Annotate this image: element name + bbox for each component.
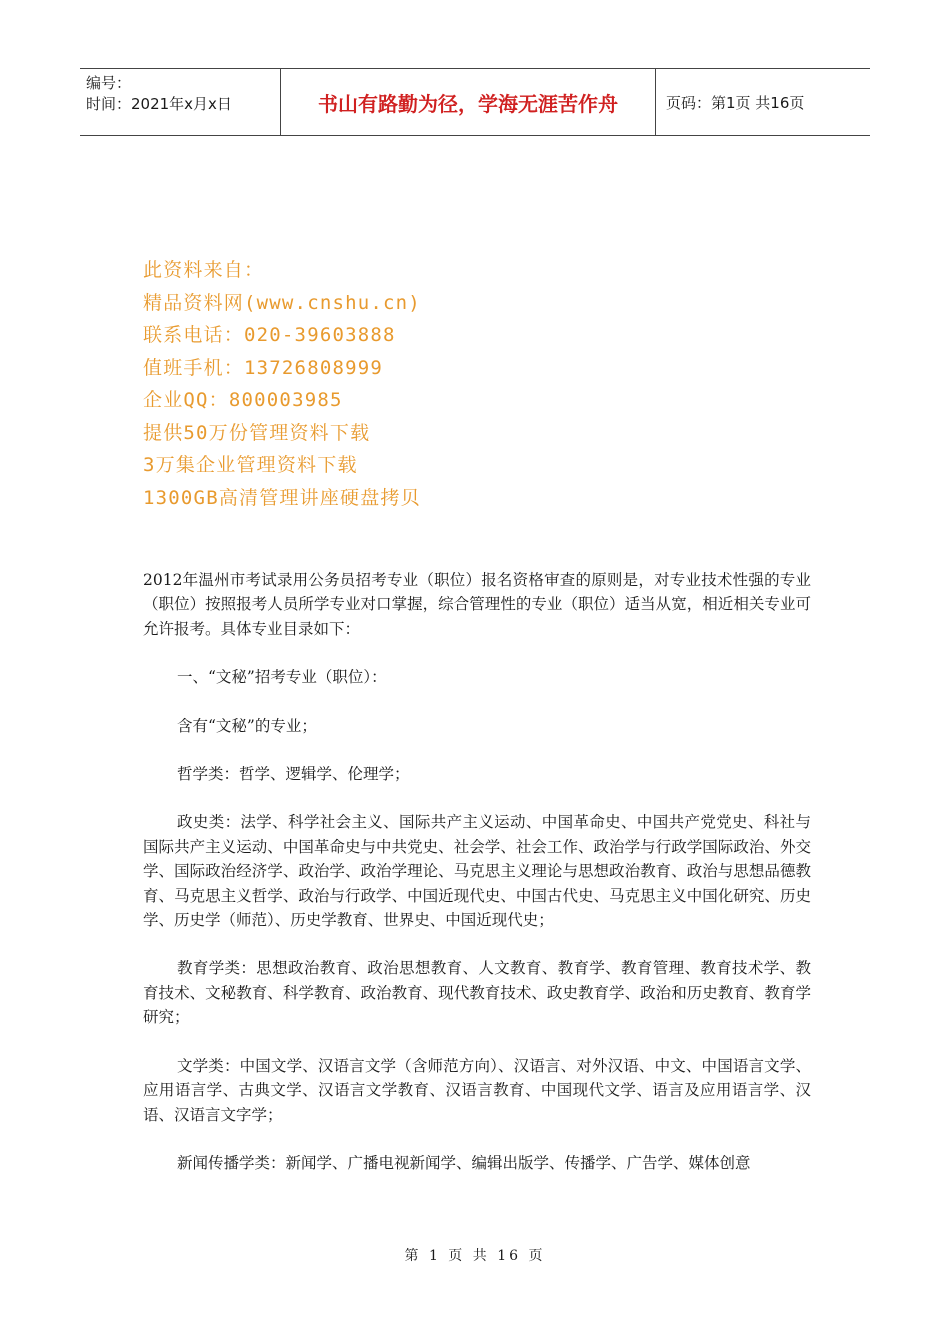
document-body bbox=[143, 568, 811, 1175]
section-heading: 一、“文秘”招考专业（职位）： bbox=[177, 668, 387, 687]
paragraph: 教育学类：思想政治教育、政治思想教育、人文教育、教育学、教育管理、教育技术学、教育技术、文秘教育、科学教育、政治教育、现代教育技术、政史教育学、政治和历史教育、教育学研究； bbox=[143, 959, 811, 1027]
promo-line: 此资料来自： bbox=[143, 259, 265, 281]
page-footer: 第 1 页 共 16 页 bbox=[404, 1248, 546, 1264]
header-page-label: 页码：第1页 共16页 bbox=[666, 93, 805, 112]
page-header bbox=[80, 68, 870, 136]
promo-block bbox=[143, 254, 421, 514]
paragraph: 政史类：法学、科学社会主义、国际共产主义运动、中国革命史、中国共产党党史、科社与国际共产主义运动、中国革命史与中共党史、社会学、社会工作、政治学与行政学国际政治、外交学、国际政治经济学、政治学、政治学理论、马克思主义理论与思想政治教育、政治与思想品德教育、马克思主义哲学、政治与行政学、中国近现代史、中国古代史、马克思主义中国化研究、历史学、历史学（师范）、历史学教育、世界史、中国近现代史； bbox=[143, 813, 811, 930]
paragraph: 文学类：中国文学、汉语言文学（含师范方向）、汉语言、对外汉语、中文、中国语言文学、应用语言学、古典文学、汉语言文学教育、汉语言教育、中国现代文学、语言及应用语言学、汉语、汉语言文字学； bbox=[143, 1056, 811, 1124]
intro-paragraph: 2012年温州市考试录用公务员招考专业（职位）报名资格审查的原则是，对专业技术性强的专业（职位）按照报考人员所学专业对口掌握，综合管理性的专业（职位）适当从宽，相近相关专业可允许报考。具体专业目录如下： bbox=[143, 571, 811, 638]
paragraph: 哲学类：哲学、逻辑学、伦理学； bbox=[177, 765, 410, 784]
promo-line: 精品资料网(www.cnshu.cn) bbox=[143, 291, 421, 314]
number-label: 编号： bbox=[86, 74, 132, 92]
paragraph: 新闻传播学类：新闻学、广播电视新闻学、编辑出版学、传播学、广告学、媒体创意 bbox=[177, 1153, 751, 1172]
time-label: 时间：2021年x月x日 bbox=[86, 95, 232, 113]
header-motto: 书山有路勤为径，学海无涯苦作舟 bbox=[280, 69, 656, 135]
promo-line: 联系电话：020-39603888 bbox=[143, 324, 396, 346]
promo-line: 提供50万份管理资料下载 bbox=[143, 421, 371, 444]
promo-line: 值班手机：13726808999 bbox=[143, 356, 384, 379]
promo-line: 1300GB高清管理讲座硬盘拷贝 bbox=[143, 486, 421, 509]
promo-line: 3万集企业管理资料下载 bbox=[143, 454, 358, 476]
header-meta bbox=[80, 69, 280, 135]
promo-line: 企业QQ：800003985 bbox=[143, 389, 343, 411]
paragraph: 含有“文秘”的专业； bbox=[177, 716, 317, 735]
